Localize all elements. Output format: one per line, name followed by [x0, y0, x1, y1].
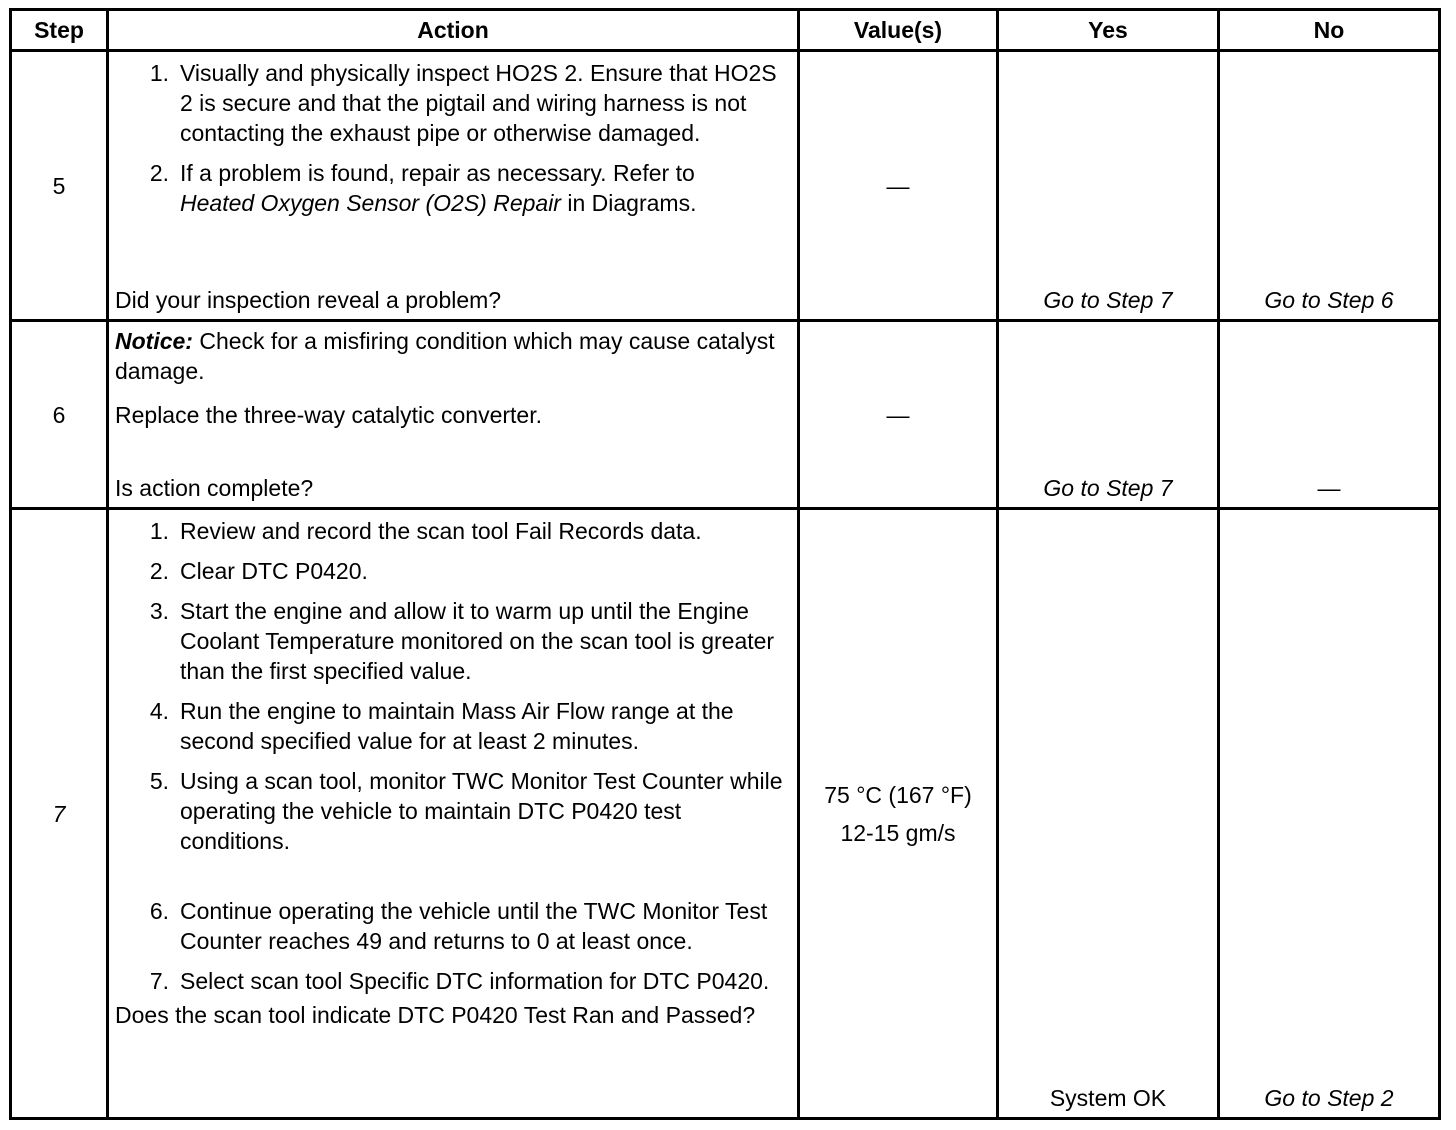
list-item: 1. Visually and physically inspect HO2S 2. Ensure that HO2S 2 is secure and that the pigtail and wiring harness is not contacting the exhaust pipe or otherwise damaged. [149, 60, 777, 146]
list-item: 2. Clear DTC P0420. [149, 558, 368, 584]
list-item: 1. Review and record the scan tool Fail Records data. [149, 518, 702, 544]
value-cell: — [799, 321, 998, 509]
step-number: 6 [11, 321, 108, 509]
action-cell [108, 51, 799, 321]
question-text: Does the scan tool indicate DTC P0420 Test Ran and Passed? [115, 1002, 756, 1028]
header-values: Value(s) [799, 10, 998, 51]
action-text: Replace the three-way catalytic converter. [115, 402, 542, 428]
action-list [115, 58, 789, 218]
list-item: 4. Run the engine to maintain Mass Air Flow range at the second specified value for at least 2 minutes. [149, 698, 734, 754]
header-row [11, 10, 1440, 51]
reference-link: Heated Oxygen Sensor (O2S) Repair [180, 190, 561, 216]
question-text: Did your inspection reveal a problem? [115, 287, 502, 313]
header-no: No [1219, 10, 1440, 51]
yes-cell: Go to Step 7 [998, 51, 1219, 321]
action-cell [108, 321, 799, 509]
header-step: Step [11, 10, 108, 51]
header-action: Action [108, 10, 799, 51]
notice-text: Notice: Check for a misfiring condition which may cause catalyst damage. [115, 328, 775, 384]
value-temperature: 75 °C (167 °F) [824, 781, 972, 808]
list-item: 7. Select scan tool Specific DTC information for DTC P0420. [149, 968, 770, 994]
yes-cell: System OK [998, 509, 1219, 1119]
value-cell [799, 509, 998, 1119]
list-item: 3. Start the engine and allow it to warm up until the Engine Coolant Temperature monitored on the scan tool is greater than the first specified value. [149, 598, 775, 684]
table-row-step-7 [11, 509, 1440, 1119]
table-row-step-6 [11, 321, 1440, 509]
action-cell [108, 509, 799, 1119]
no-cell: Go to Step 2 [1219, 509, 1440, 1119]
value-cell: — [799, 51, 998, 321]
list-item: 6. Continue operating the vehicle until the TWC Monitor Test Counter reaches 49 and returns to 0 at least once. [149, 898, 768, 954]
no-cell: — [1219, 321, 1440, 509]
diagnostic-table [9, 8, 1441, 1120]
table-row-step-5 [11, 51, 1440, 321]
action-list [115, 516, 789, 996]
value-mass-air-flow: 12-15 gm/s [840, 819, 956, 846]
list-item: 2. If a problem is found, repair as necessary. Refer to Heated Oxygen Sensor (O2S) Repair in Diagrams. [149, 160, 697, 216]
no-cell: Go to Step 6 [1219, 51, 1440, 321]
yes-cell: Go to Step 7 [998, 321, 1219, 509]
list-item: 5. Using a scan tool, monitor TWC Monitor Test Counter while operating the vehicle to maintain DTC P0420 test conditions. [149, 768, 783, 854]
header-yes: Yes [998, 10, 1219, 51]
notice-label: Notice: [115, 328, 193, 354]
question-text: Is action complete? [115, 475, 314, 501]
step-number: 5 [11, 51, 108, 321]
step-number: 7 [11, 509, 108, 1119]
